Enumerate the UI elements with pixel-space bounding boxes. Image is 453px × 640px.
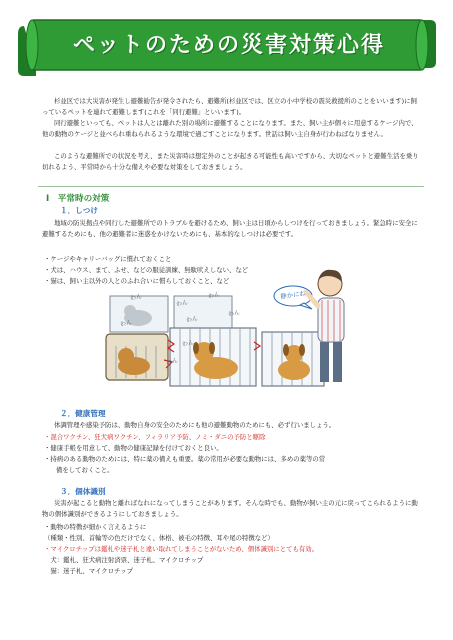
training-bullet: ・犬は、ハウス、まて、ふせ、などの服従訓練、無駄吠えしない、など xyxy=(44,266,249,274)
identification-bullet: 猫：迷子札、マイクロチップ xyxy=(44,567,134,575)
health-bullet: ・混合ワクチン、狂犬病ワクチン、フィラリア予防、ノミ・ダニの予防と駆除 xyxy=(44,433,266,441)
subsection-heading-health: ２．健康管理 xyxy=(60,409,106,418)
training-bullet: ・ケージやキャリーバッグに慣れておくこと xyxy=(44,255,172,263)
bark-text: わん xyxy=(119,320,133,328)
intro-paragraph-2: 同行避難といっても、ペットは人とは離れた別の場所に避難することになります。また、飼い主が個々に用意するケージ内で、他の動物のケージと並べられ重ねられるような環境で過ごすことになります。世話は飼い主自身が行わねばなりません。 xyxy=(42,119,418,138)
speech-text: 静かにね xyxy=(279,289,307,301)
title-banner xyxy=(18,12,436,78)
intro-paragraph-3: このような避難所での状況を考え、また災害時は想定外のことが起きる可能性も高いですから、大切なペットと避難生活を乗り切れるよう、平常時から十分な備えや必要な対策をしておきましょう。 xyxy=(42,152,419,171)
identification-bullet: ・動物の特徴が細かく言えるように xyxy=(44,523,147,531)
person-illustration xyxy=(300,262,356,388)
bark-text: わん xyxy=(227,310,241,318)
identification-paragraph: 災害が起こると動物と離ればなれになってしまうことがあります。そんな時でも、動物が飼い主の元に戻ってこられるように動物の個体識別ができるようにしておきましょう。 xyxy=(42,499,418,518)
subsection-heading-training: １．しつけ xyxy=(60,206,98,215)
health-bullet: ・持病のある動物のためには、特に薬の備えも重要。薬の常用が必要な動物には、多めの薬等の常 xyxy=(44,455,326,463)
identification-bullet: 犬：鑑札、狂犬病注射済票、迷子札、マイクロチップ xyxy=(44,556,204,564)
bark-text: わん xyxy=(129,294,143,302)
intro-paragraph-1: 杉並区では大災害が発生し避難勧告が発令されたら、避難所(杉並区では、区立の小中学校の震災救援所のことをいいます)に飼っているペットを連れて避難します(これを「同行避難」といいます)。 xyxy=(42,97,417,116)
health-bullet: ・健康手帳を用意して、動物の健康記録を付けておくと良い。 xyxy=(44,444,223,452)
subsection-heading-identification: ３．個体識別 xyxy=(60,487,106,496)
bark-text: わん xyxy=(181,340,195,348)
bark-text: わん xyxy=(175,300,189,308)
section-heading: Ⅰ 平常時の対策 xyxy=(46,194,110,204)
bark-text: わん xyxy=(165,358,179,366)
identification-bullet: ・マイクロチップは鑑札や迷子札と違い取れてしまうことがないため、個体識別にとても有効。 xyxy=(44,545,319,553)
bark-text: わん xyxy=(207,292,221,300)
identification-bullet: （種類・性別、首輪等の色だけでなく、体格、被毛の特徴、耳や尾の特徴など） xyxy=(44,534,274,542)
bark-text: わん xyxy=(185,316,199,324)
health-paragraph: 体調管理や感染予防は、動物自身の安全のためにも他の避難動物のためにも、必ず行いましょう。 xyxy=(54,421,336,429)
page-title: ペットのための災害対策心得 xyxy=(72,32,385,58)
health-bullet: 備をしておくこと。 xyxy=(56,466,114,474)
divider xyxy=(38,186,424,187)
training-bullet: ・猫は、飼い主以外の人とのふれ合いに慣らしておくこと、など xyxy=(44,277,230,285)
training-paragraph: 地域の防災拠点や同行した避難所でのトラブルを避けるため、飼い主は日頃からしつけを行っておきましょう。緊急時に安全に避難するためにも、他の避難者に迷惑をかけないためにも、基本的なしつけは必要です。 xyxy=(42,219,418,238)
